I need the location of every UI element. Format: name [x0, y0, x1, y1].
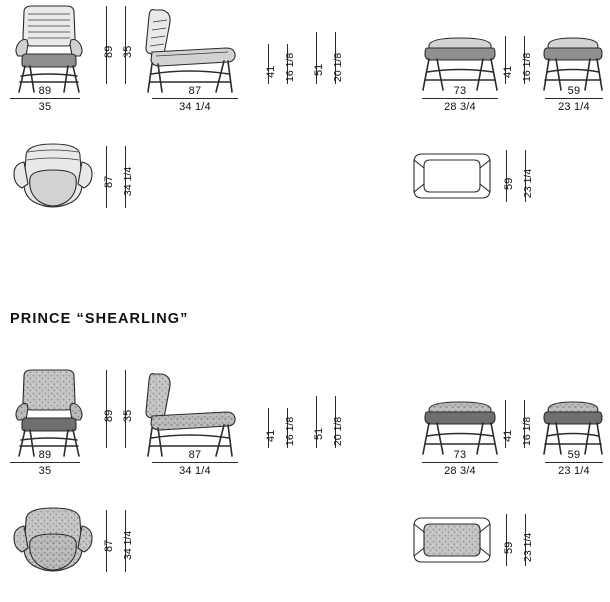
ottoman-top-drawing-top	[408, 146, 500, 208]
armchair-back-height-in-shearling: 20 1/8	[332, 416, 344, 446]
armchair-top-drawing-top	[10, 140, 96, 220]
ottoman-front-width-rule-shearling	[422, 462, 498, 463]
armchair-front-width-cm-shearling: 89	[38, 449, 52, 461]
armchair-seat-height-cm-shearling: 41	[265, 429, 277, 442]
armchair-back-height-cm-shearling: 51	[313, 427, 325, 440]
armchair-seat-height-rule-cm-top	[268, 44, 269, 84]
ottoman-front-width-cm-shearling: 73	[453, 449, 467, 461]
armchair-side-width-cm-top: 87	[188, 85, 202, 97]
armchair-back-height-in-top: 20 1/8	[332, 52, 344, 82]
armchair-top-depth-cm-shearling: 87	[103, 539, 115, 552]
armchair-front-width-rule-shearling	[10, 462, 80, 463]
armchair-front-width-cm-top: 89	[38, 85, 52, 97]
armchair-top-depth-in-shearling: 34 1/4	[122, 530, 134, 560]
armchair-side-drawing-shearling	[140, 368, 250, 460]
armchair-front-drawing-shearling	[8, 368, 90, 460]
ottoman-front-width-cm-top: 73	[453, 85, 467, 97]
ottoman-top-depth-in-top: 23 1/4	[522, 168, 534, 198]
armchair-front-width-rule-top	[10, 98, 80, 99]
armchair-side-width-in-top: 34 1/4	[179, 101, 211, 113]
armchair-seat-height-in-top: 16 1/8	[284, 52, 296, 82]
ottoman-height-cm-top: 41	[502, 65, 514, 78]
armchair-back-height-rule-cm-shearling	[316, 396, 317, 448]
ottoman-side-width-rule-shearling	[545, 462, 603, 463]
ottoman-side-width-cm-shearling: 59	[567, 449, 581, 461]
ottoman-front-width-in-shearling: 28 3/4	[444, 465, 476, 477]
armchair-front-height-in-shearling: 35	[122, 409, 134, 422]
ottoman-side-width-in-top: 23 1/4	[558, 101, 590, 113]
armchair-back-height-rule-cm-top	[316, 32, 317, 84]
ottoman-side-width-rule-top	[545, 98, 603, 99]
armchair-top-drawing-shearling	[10, 504, 96, 584]
ottoman-height-in-top: 16 1/8	[521, 52, 533, 82]
armchair-side-drawing-top	[140, 4, 250, 96]
armchair-front-width-in-top: 35	[38, 101, 52, 113]
armchair-seat-height-in-shearling: 16 1/8	[284, 416, 296, 446]
ottoman-top-depth-cm-top: 59	[503, 177, 515, 190]
armchair-front-width-in-shearling: 35	[38, 465, 52, 477]
armchair-front-height-cm-shearling: 89	[103, 409, 115, 422]
ottoman-front-width-in-top: 28 3/4	[444, 101, 476, 113]
ottoman-front-width-rule-top	[422, 98, 498, 99]
ottoman-top-depth-in-shearling: 23 1/4	[522, 532, 534, 562]
ottoman-side-width-in-shearling: 23 1/4	[558, 465, 590, 477]
armchair-seat-height-rule-cm-shearling	[268, 408, 269, 448]
armchair-front-height-cm-top: 89	[103, 45, 115, 58]
armchair-side-width-in-shearling: 34 1/4	[179, 465, 211, 477]
ottoman-top-depth-rule-cm-top	[506, 150, 507, 202]
armchair-side-width-rule-top	[152, 98, 238, 99]
ottoman-top-depth-cm-shearling: 59	[503, 541, 515, 554]
ottoman-height-cm-shearling: 41	[502, 429, 514, 442]
armchair-top-depth-cm-top: 87	[103, 175, 115, 188]
ottoman-side-width-cm-top: 59	[567, 85, 581, 97]
armchair-top-depth-in-top: 34 1/4	[122, 166, 134, 196]
armchair-side-width-rule-shearling	[152, 462, 238, 463]
ottoman-height-in-shearling: 16 1/8	[521, 416, 533, 446]
ottoman-top-drawing-shearling	[408, 510, 500, 572]
armchair-front-drawing-top	[8, 4, 90, 96]
ottoman-top-depth-rule-cm-shearling	[506, 514, 507, 566]
armchair-front-height-in-top: 35	[122, 45, 134, 58]
armchair-side-width-cm-shearling: 87	[188, 449, 202, 461]
section-title: PRINCE “SHEARLING”	[10, 311, 189, 327]
armchair-seat-height-cm-top: 41	[265, 65, 277, 78]
armchair-back-height-cm-top: 51	[313, 63, 325, 76]
